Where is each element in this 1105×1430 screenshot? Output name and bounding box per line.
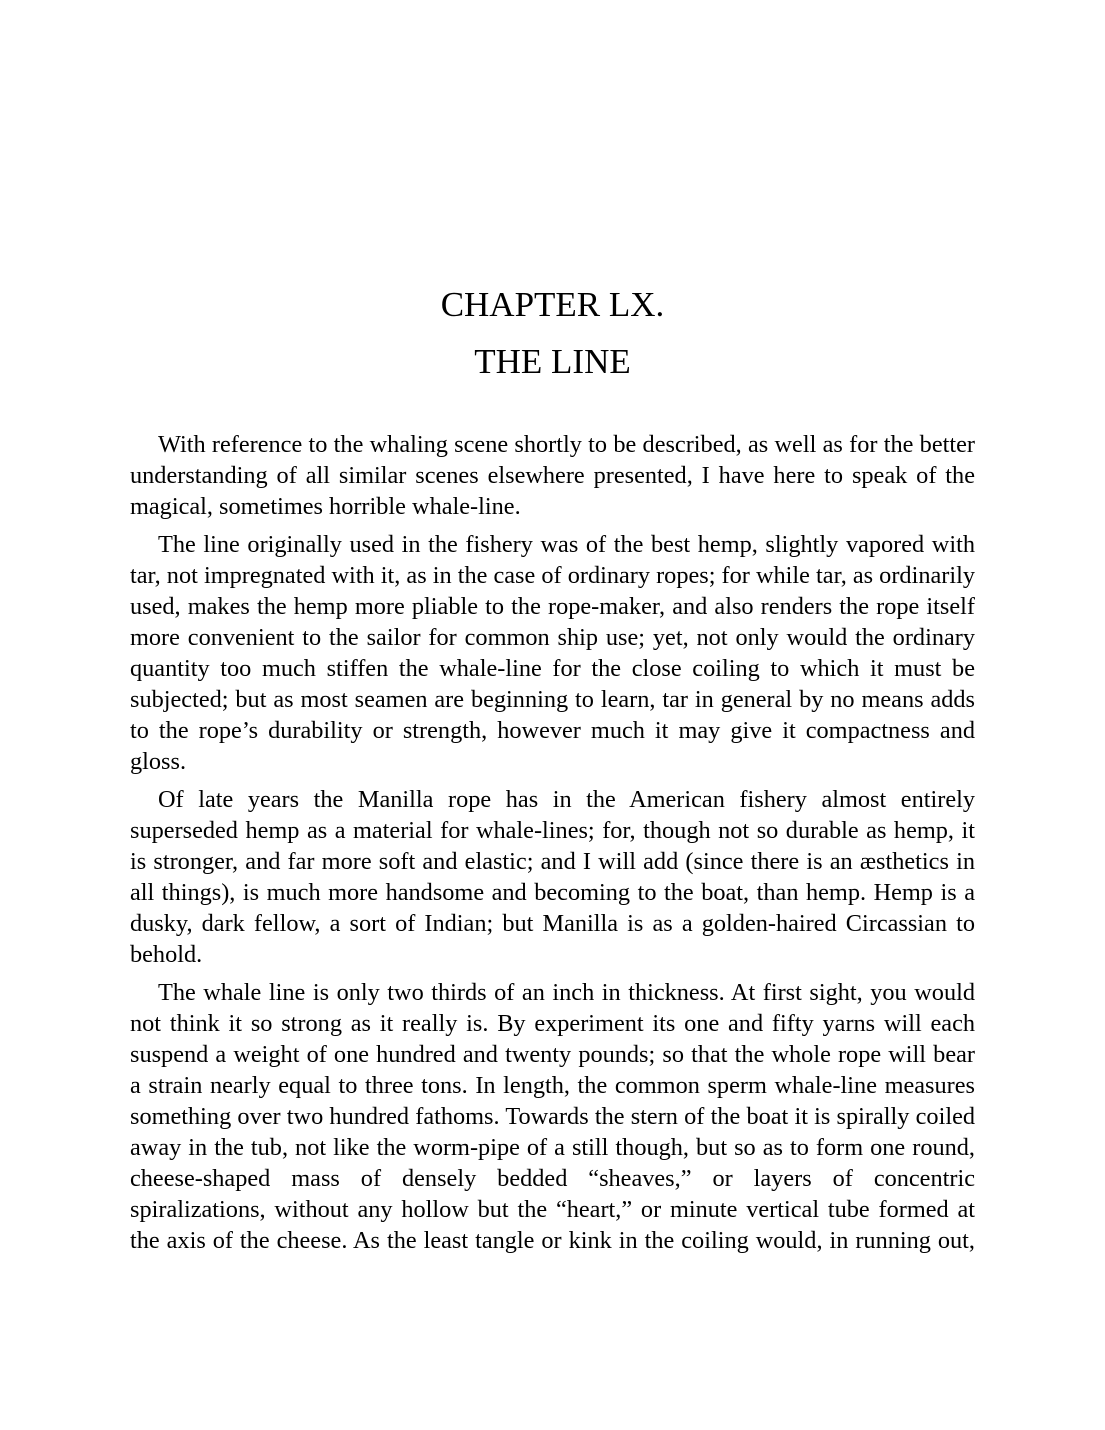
paragraph: Of late years the Manilla rope has in the American fishery almost entirely superseded hemp as a material for whale-lines; for, though not so durable as hemp, it is stronger, and far more soft and elastic; and I will add (since there is an æsthetics in all things), is much more handsome and becoming to the boat, than hemp. Hemp is a dusky, dark fellow, a sort of Indian; but Manilla is as a golden-haired Circassian to behold. [130, 786, 975, 968]
chapter-body [130, 429, 975, 1263]
chapter-title: THE LINE [474, 342, 631, 381]
chapter-number: CHAPTER LX. [440, 285, 665, 324]
paragraph: The line originally used in the fishery was of the best hemp, slightly vapored with tar, not impregnated with it, as in the case of ordinary ropes; for while tar, as ordinarily used, makes the hemp more pliable to the rope-maker, and also renders the rope itself more convenient to the sailor for common ship use; yet, not only would the ordinary quantity too much stiffen the whale-line for the close coiling to which it must be subjected; but as most seamen are beginning to learn, tar in general by no means adds to the rope’s durability or strength, however much it may give it compactness and gloss. [130, 531, 975, 775]
paragraph: The whale line is only two thirds of an inch in thickness. At first sight, you would not think it so strong as it really is. By experiment its one and fifty yarns will each suspend a weight of one hundred and twenty pounds; so that the whole rope will bear a strain nearly equal to three tons. In length, the common sperm whale-line measures something over two hundred fathoms. Towards the stern of the boat it is spirally coiled away in the tub, not like the worm-pipe of a still though, but so as to form one round, cheese-shaped mass of densely bedded “sheaves,” or layers of concentric spiralizations, without any hollow but the “heart,” or minute vertical tube formed at the axis of the cheese. As the least tangle or kink in the coiling would, in running out, [130, 979, 975, 1254]
paragraph: With reference to the whaling scene shortly to be described, as well as for the better understanding of all similar scenes elsewhere presented, I have here to speak of the magical, sometimes horrible whale-line. [130, 431, 975, 520]
